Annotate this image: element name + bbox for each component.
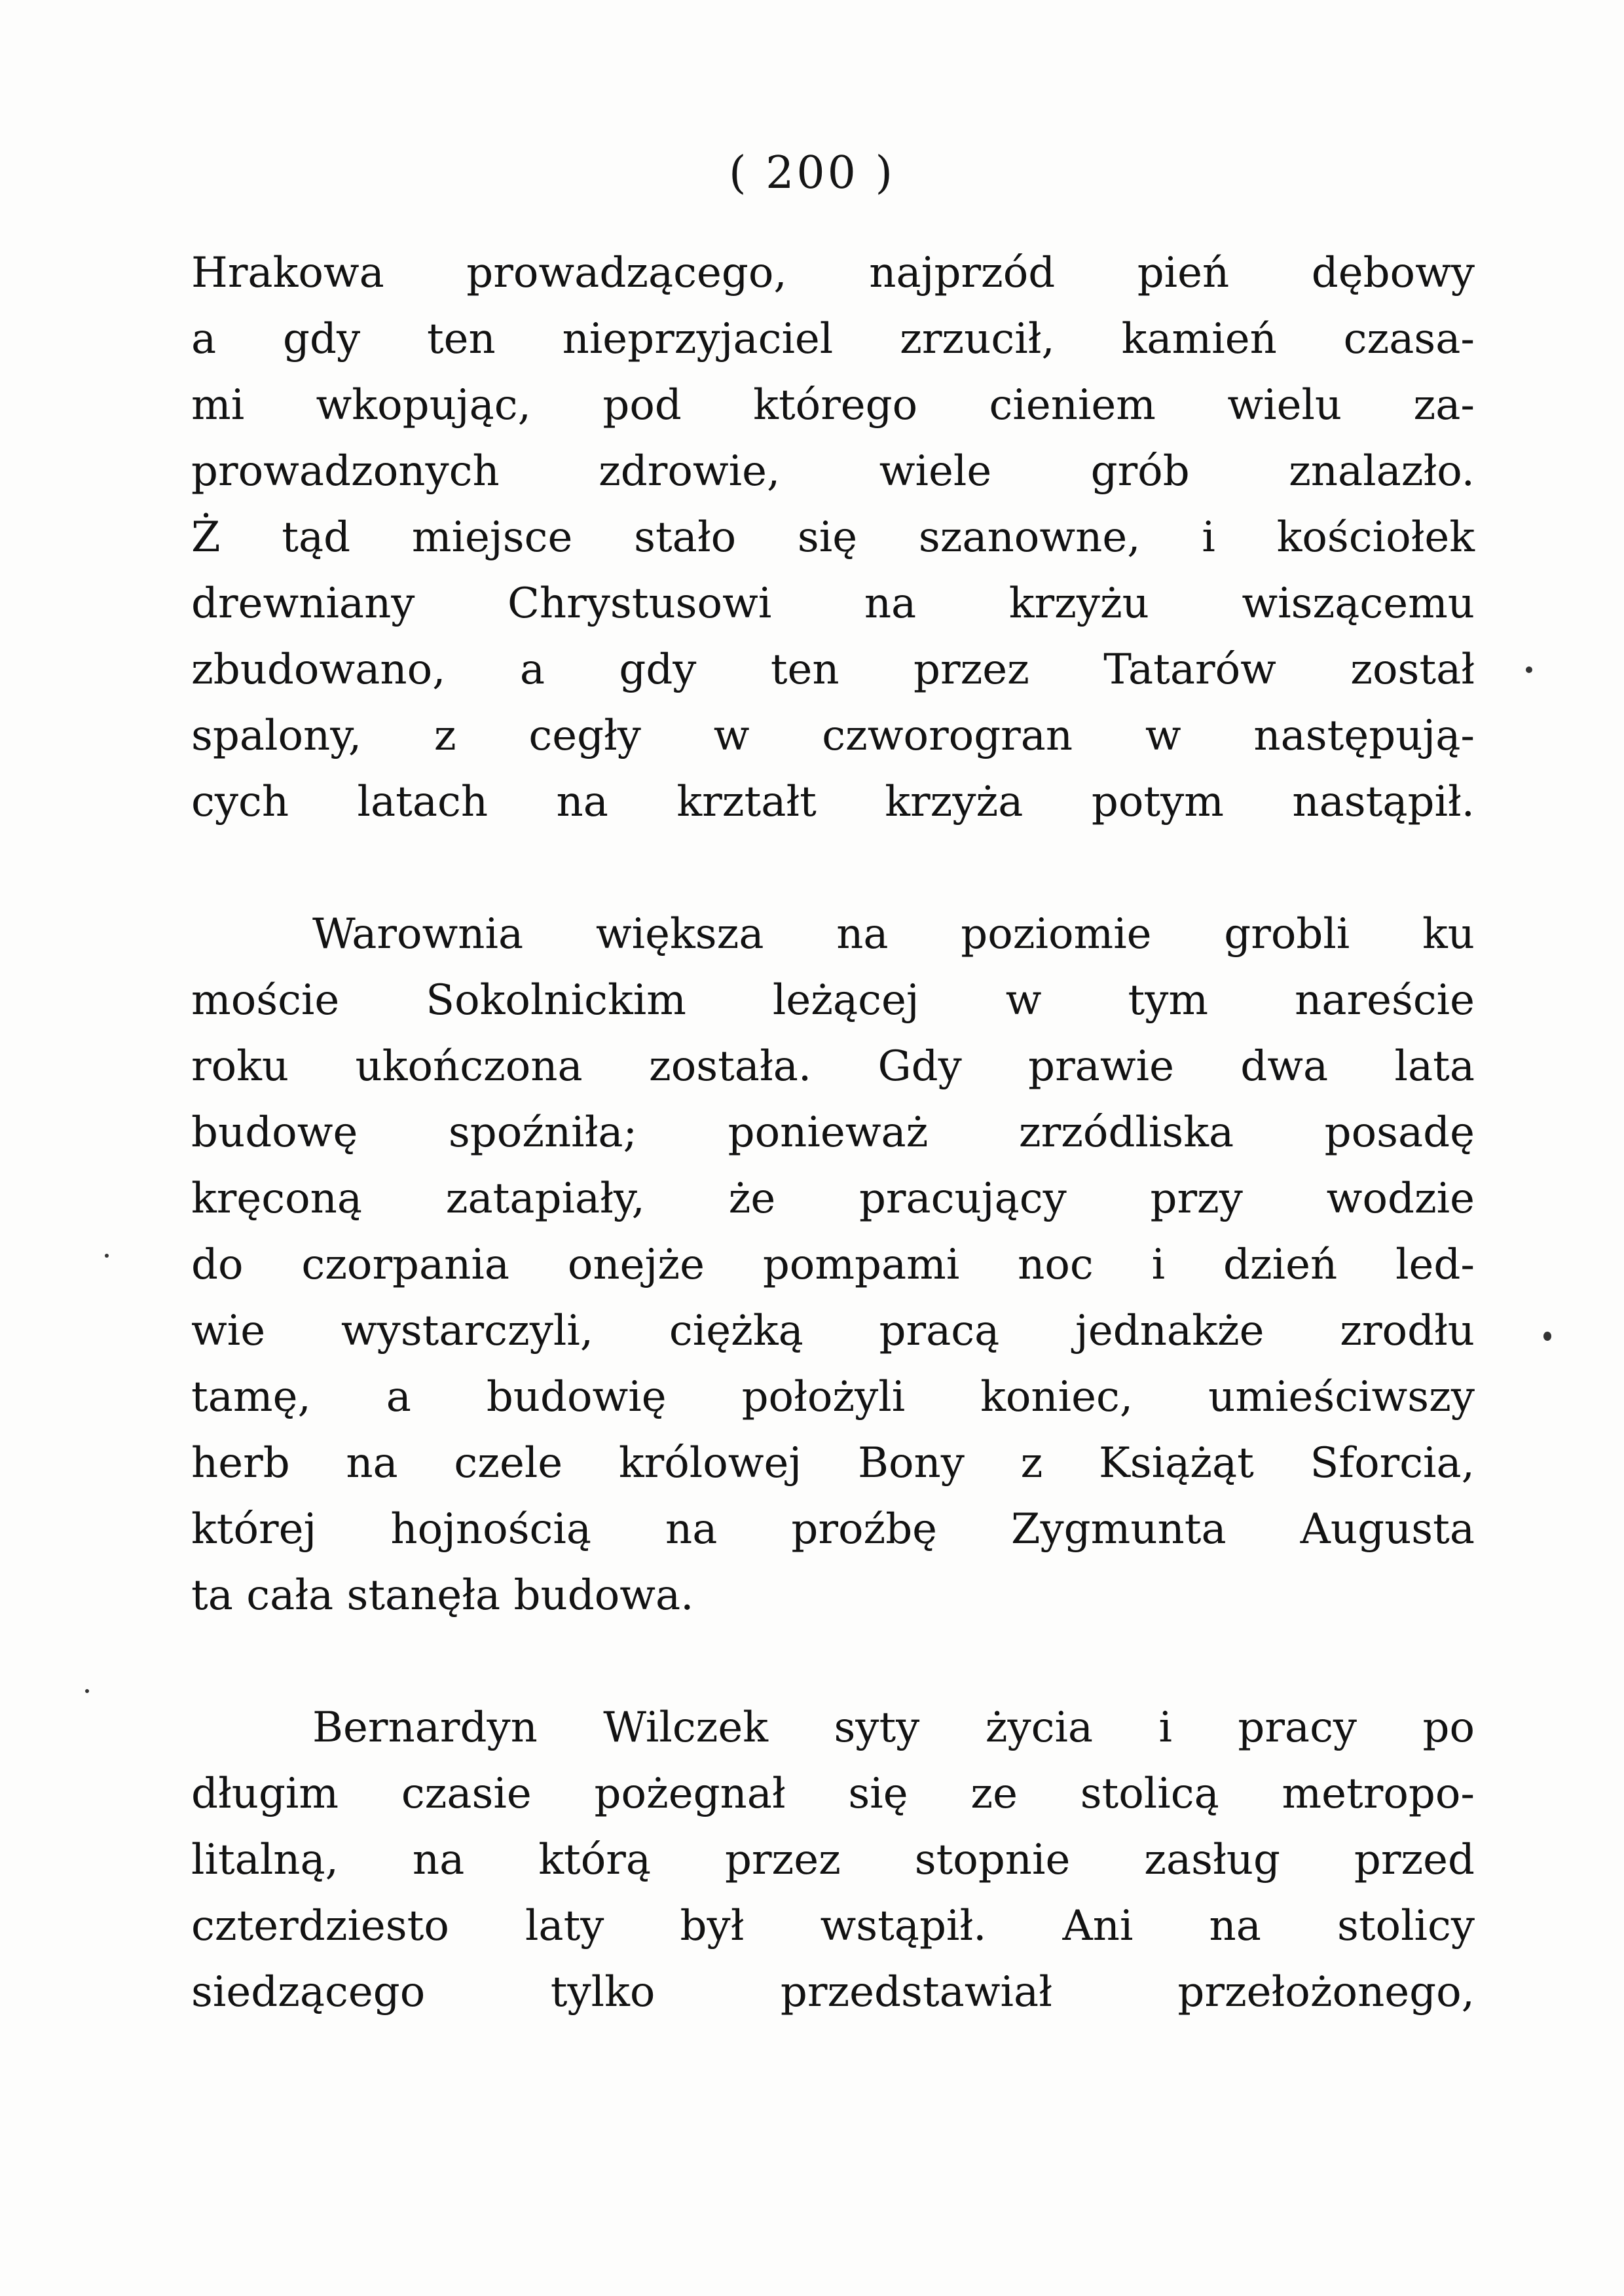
page-number: ( 200 ) xyxy=(728,147,896,199)
scan-speck xyxy=(1526,666,1532,673)
text-line: roku ukończona została. Gdy prawie dwa lata xyxy=(191,1042,1475,1091)
text-line: prowadzonych zdrowie, wiele grób znalazło. xyxy=(191,447,1475,496)
text-line: drewniany Chrystusowi na krzyżu wiszącemu xyxy=(191,579,1475,628)
text-line: siedzącego tylko przedstawiał przełożonego, xyxy=(191,1968,1475,2016)
text-line: czterdziesto laty był wstąpił. Ani na stolicy xyxy=(191,1902,1475,1950)
paragraph-3 xyxy=(191,1695,1475,2026)
scan-speck xyxy=(85,1689,89,1693)
text-line: cych latach na krztałt krzyża potym nastąpił. xyxy=(191,778,1475,826)
paragraph-1 xyxy=(191,240,1475,835)
text-line: Hrakowa prowadzącego, najprzód pień dębowy xyxy=(191,249,1475,297)
text-line: herb na czele królowej Bony z Książąt Sforcia, xyxy=(191,1439,1475,1487)
text-line: Bernardyn Wilczek syty życia i pracy po xyxy=(312,1704,1475,1752)
text-line: spalony, z cegły w czworogran w następują- xyxy=(191,712,1475,760)
text-line: litalną, na którą przez stopnie zasług przed xyxy=(191,1836,1475,1884)
text-line: ta cała stanęła budowa. xyxy=(191,1571,694,1620)
text-line: Ż tąd miejsce stało się szanowne, i kościołek xyxy=(191,513,1475,562)
text-line: tamę, a budowię położyli koniec, umieściwszy xyxy=(191,1373,1475,1421)
text-line: moście Sokolnickim leżącej w tym nareście xyxy=(191,976,1475,1025)
text-line: a gdy ten nieprzyjaciel zrzucił, kamień czasa- xyxy=(191,315,1475,363)
text-line: mi wkopując, pod którego cieniem wielu za- xyxy=(191,381,1475,429)
scan-speck xyxy=(1543,1332,1551,1341)
text-line: wie wystarczyli, ciężką pracą jednakże zrodłu xyxy=(191,1307,1475,1355)
text-line: budowę spoźniła; ponieważ zrzódliska posadę xyxy=(191,1108,1475,1157)
scan-speck xyxy=(105,1254,109,1258)
text-line: do czorpania onejże pompami noc i dzień led- xyxy=(191,1241,1475,1289)
text-line: kręconą zatapiały, że pracujący przy wodzie xyxy=(191,1175,1475,1223)
paragraph-2 xyxy=(191,902,1475,1629)
text-line: której hojnością na proźbę Zygmunta Augusta xyxy=(191,1505,1475,1554)
text-line: Warownia większa na poziomie grobli ku xyxy=(312,910,1475,958)
text-line: zbudowano, a gdy ten przez Tatarów został xyxy=(191,646,1475,694)
text-line: długim czasie pożegnał się ze stolicą metropo- xyxy=(191,1770,1475,1818)
